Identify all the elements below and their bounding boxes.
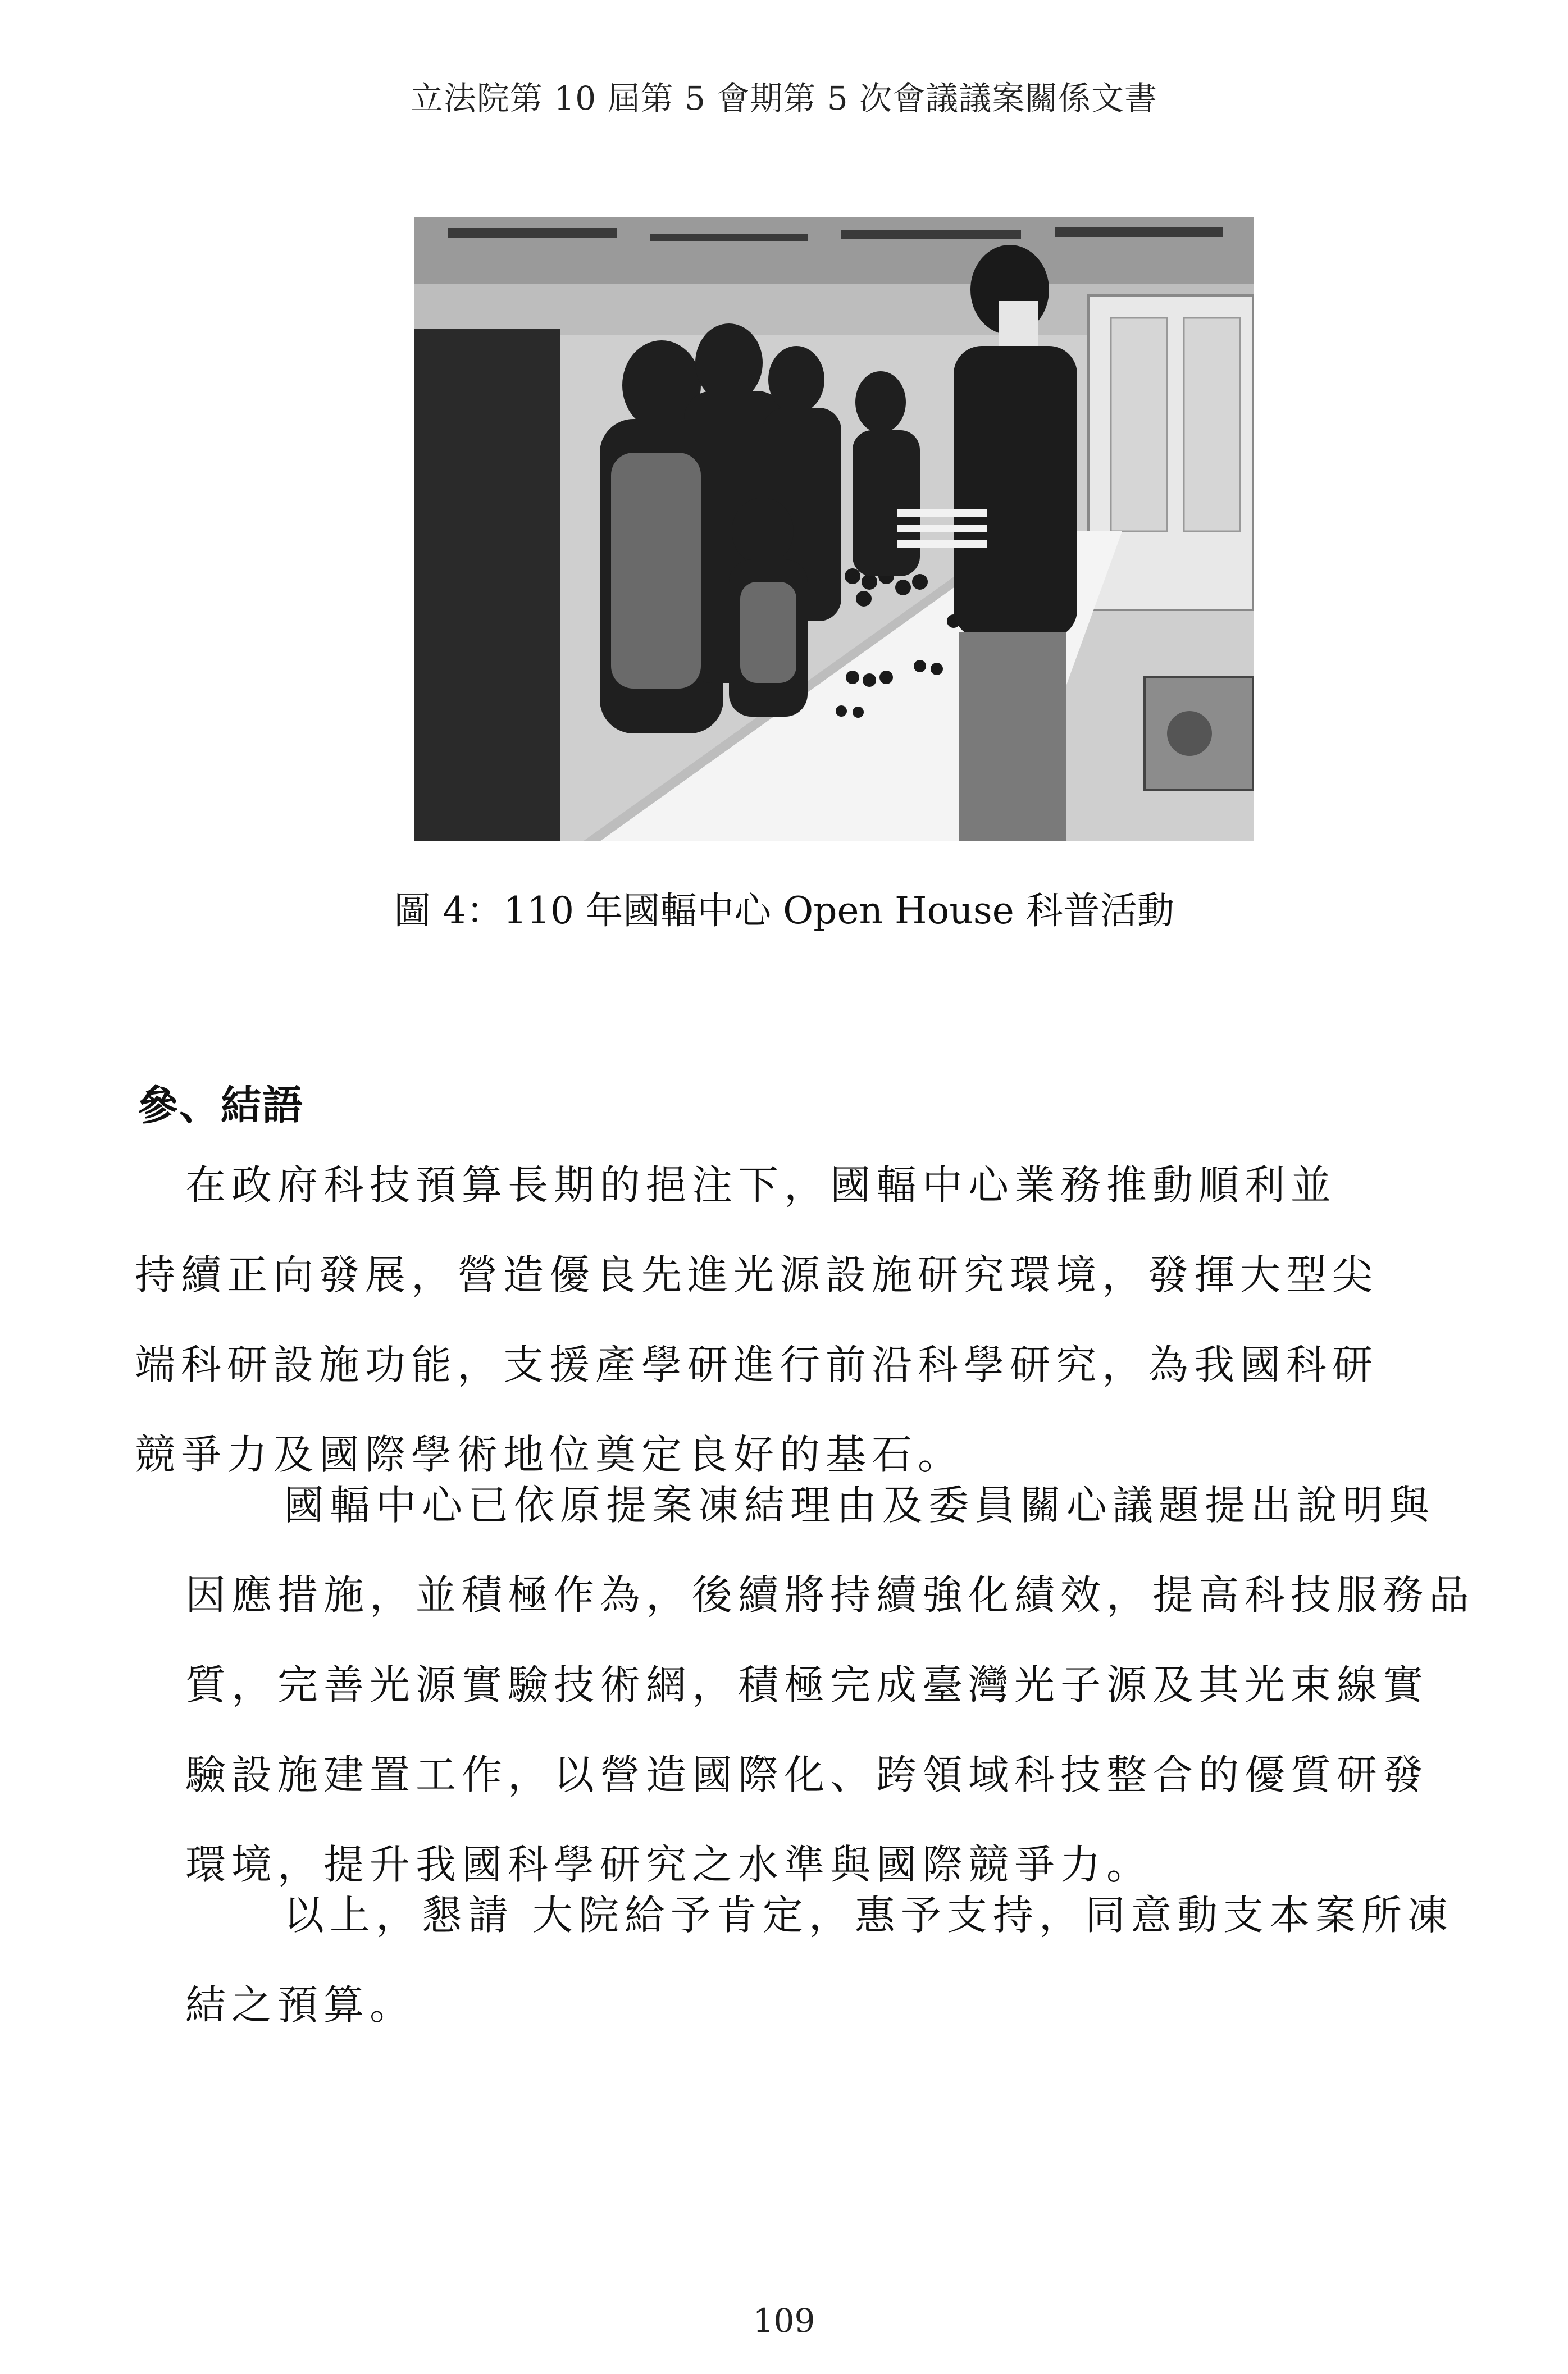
paragraph-line: 驗設施建置工作，以營造國際化、跨領域科技整合的優質研發 <box>185 1751 1429 1798</box>
photo-illustration <box>414 217 1254 841</box>
paragraph-3 <box>185 1870 1453 2050</box>
page-number: 109 <box>753 2302 815 2340</box>
paragraph-line: 質，完善光源實驗技術網，積極完成臺灣光子源及其光束線實 <box>185 1661 1429 1708</box>
paragraph-line: 端科研設施功能，支援產學研進行前沿科學研究，為我國科研 <box>135 1341 1379 1388</box>
open-house-photo <box>414 217 1254 841</box>
paragraph-line: 因應措施，並積極作為，後續將持續強化績效，提高科技服務品 <box>185 1571 1475 1619</box>
paragraph-line: 在政府科技預算長期的挹注下，國輻中心業務推動順利並 <box>185 1161 1337 1209</box>
figure-caption: 圖 4：110 年國輻中心 Open House 科普活動 <box>394 889 1174 932</box>
paragraph-line: 結之預算。 <box>185 1981 416 2029</box>
paragraph-line: 持續正向發展，營造優良先進光源設施研究環境，發揮大型尖 <box>135 1251 1379 1298</box>
paragraph-line: 競爭力及國際學術地位奠定良好的基石。 <box>135 1431 964 1478</box>
document-header: 立法院第 10 屆第 5 會期第 5 次會議議案關係文書 <box>410 79 1158 117</box>
paragraph-line: 以上，懇請 大院給予肯定，惠予支持，同意動支本案所凍 <box>284 1892 1453 1939</box>
paragraph-line: 環境，提升我國科學研究之水準與國際競爭力。 <box>185 1841 1153 1888</box>
paragraph-line: 國輻中心已依原提案凍結理由及委員關心議題提出說明與 <box>284 1482 1435 1529</box>
paragraph-1 <box>135 1140 1393 1500</box>
section-title: 參、結語 <box>138 1081 304 1129</box>
paragraph-2 <box>185 1460 1475 1910</box>
